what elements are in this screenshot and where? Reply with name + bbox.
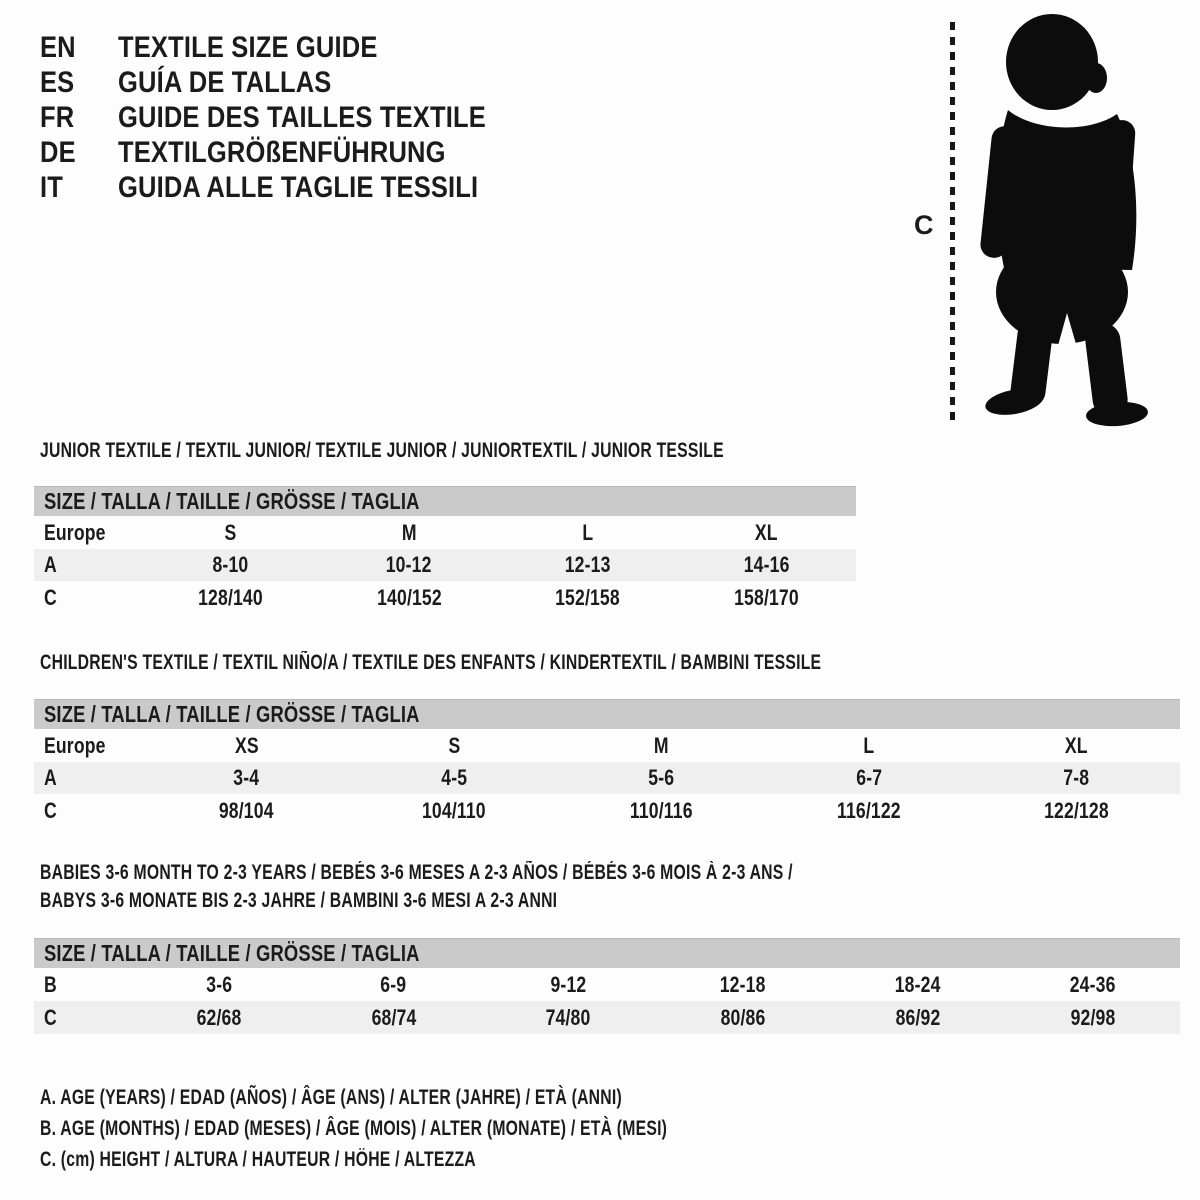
table-cell: M (401, 519, 417, 545)
table-cell: S (448, 732, 460, 758)
table-cell: L (582, 519, 594, 545)
size-header-bar: SIZE / TALLA / TAILLE / GRÖSSE / TAGLIA (34, 486, 856, 516)
table-header-row (34, 729, 1180, 762)
language-code: EN (40, 31, 76, 64)
table-row-height (34, 581, 856, 614)
table-row-age-months (34, 968, 1180, 1001)
legend-line-b: B. AGE (MONTHS) / EDAD (MESES) / ÂGE (MOIS) / ALTER (MONATE) / ETÀ (MESI) (40, 1117, 668, 1140)
table-cell: 3-6 (205, 971, 232, 997)
table-cell: 74/80 (545, 1004, 591, 1030)
table-cell: A (44, 765, 57, 790)
table-cell: 6-9 (380, 971, 407, 997)
table-cell: XL (1064, 732, 1088, 758)
table-row-age (34, 762, 1180, 794)
legend (40, 1082, 876, 1175)
size-header-bar: SIZE / TALLA / TAILLE / GRÖSSE / TAGLIA (34, 938, 1180, 968)
figure-height-diagram (910, 8, 1180, 433)
section-title-children: CHILDREN'S TEXTILE / TEXTIL NIÑO/A / TEXTILE DES ENFANTS / KINDERTEXTIL / BAMBINI TESSILE (40, 651, 822, 674)
table-row-age (34, 549, 856, 581)
table-cell: XS (234, 732, 259, 758)
table-cell: 98/104 (219, 797, 274, 823)
language-row (40, 65, 551, 100)
table-cell: C (44, 1004, 57, 1030)
language-title: GUÍA DE TALLAS (118, 66, 332, 99)
size-table-children (34, 699, 1180, 827)
language-row (40, 100, 551, 135)
language-title-block (40, 30, 551, 205)
table-cell: M (653, 732, 669, 758)
language-row (40, 30, 551, 65)
table-cell: 104/110 (422, 797, 486, 823)
table-cell: Europe (44, 519, 106, 545)
legend-line-a: A. AGE (YEARS) / EDAD (AÑOS) / ÂGE (ANS) / ALTER (JAHRE) / ETÀ (ANNI) (40, 1086, 622, 1109)
table-cell: 9-12 (550, 971, 587, 997)
legend-line-c: C. (cm) HEIGHT / ALTURA / HAUTEUR / HÖHE / ALTEZZA (40, 1148, 476, 1171)
table-cell: 5-6 (648, 765, 675, 790)
table-cell: 10-12 (386, 552, 432, 577)
size-table-babies (34, 938, 1180, 1034)
language-code: ES (40, 66, 75, 99)
table-cell: 3-4 (233, 765, 260, 790)
table-cell: 62/68 (196, 1004, 242, 1030)
language-title: GUIDA ALLE TAGLIE TESSILI (118, 171, 479, 204)
table-row-height (34, 794, 1180, 827)
language-code: FR (40, 101, 75, 134)
table-cell: 140/152 (376, 584, 442, 610)
table-cell: L (863, 732, 875, 758)
table-cell: 7-8 (1063, 765, 1090, 790)
table-cell: 86/92 (895, 1004, 941, 1030)
language-title: TEXTILE SIZE GUIDE (118, 31, 378, 64)
table-cell: 4-5 (441, 765, 467, 790)
table-cell: 24-36 (1069, 971, 1116, 997)
height-dimension-dotted-line (950, 22, 955, 424)
language-code: DE (40, 136, 76, 169)
table-cell: C (44, 584, 57, 610)
table-cell: 158/170 (734, 584, 799, 610)
size-header-bar: SIZE / TALLA / TAILLE / GRÖSSE / TAGLIA (34, 699, 1180, 729)
table-cell: XL (755, 519, 778, 545)
table-header-row (34, 516, 856, 549)
language-row (40, 135, 551, 170)
toddler-silhouette-icon (974, 10, 1169, 428)
table-cell: S (224, 519, 237, 545)
table-cell: 18-24 (894, 971, 941, 997)
table-cell: 68/74 (371, 1004, 416, 1030)
size-table-junior (34, 486, 856, 614)
table-cell: 128/140 (197, 584, 263, 610)
language-code: IT (40, 171, 64, 204)
table-cell: C (44, 797, 57, 823)
table-cell: 6-7 (855, 765, 882, 790)
table-cell: 116/122 (836, 797, 901, 823)
table-row-height (34, 1001, 1180, 1034)
section-title-junior: JUNIOR TEXTILE / TEXTIL JUNIOR/ TEXTILE JUNIOR / JUNIORTEXTIL / JUNIOR TESSILE (40, 439, 724, 462)
table-cell: 152/158 (555, 584, 621, 610)
language-title: TEXTILGRÖßENFÜHRUNG (118, 136, 446, 169)
table-cell: 80/86 (720, 1004, 766, 1030)
language-row (40, 170, 551, 205)
language-title: GUIDE DES TAILLES TEXTILE (118, 101, 486, 134)
table-cell: 8-10 (212, 552, 249, 577)
table-cell: 92/98 (1070, 1004, 1115, 1030)
table-cell: 12-13 (564, 552, 611, 577)
table-cell: B (44, 971, 57, 997)
table-cell: 110/116 (630, 797, 693, 823)
table-cell: 14-16 (743, 552, 790, 577)
table-cell: 12-18 (720, 971, 766, 997)
section-title-babies: BABIES 3-6 MONTH TO 2-3 YEARS / BEBÉS 3-6 MESES A 2-3 AÑOS / BÉBÉS 3-6 MOIS À 2-3 ANS / BABYS 3-6 MONATE BIS 2-3 JAHRE / BAMBINI 3-6 MESI A 2-3 ANNI (40, 861, 793, 912)
height-dimension-label: C (914, 210, 934, 240)
table-cell: 122/128 (1043, 797, 1109, 823)
table-cell: Europe (44, 732, 106, 758)
table-cell: A (44, 552, 57, 577)
